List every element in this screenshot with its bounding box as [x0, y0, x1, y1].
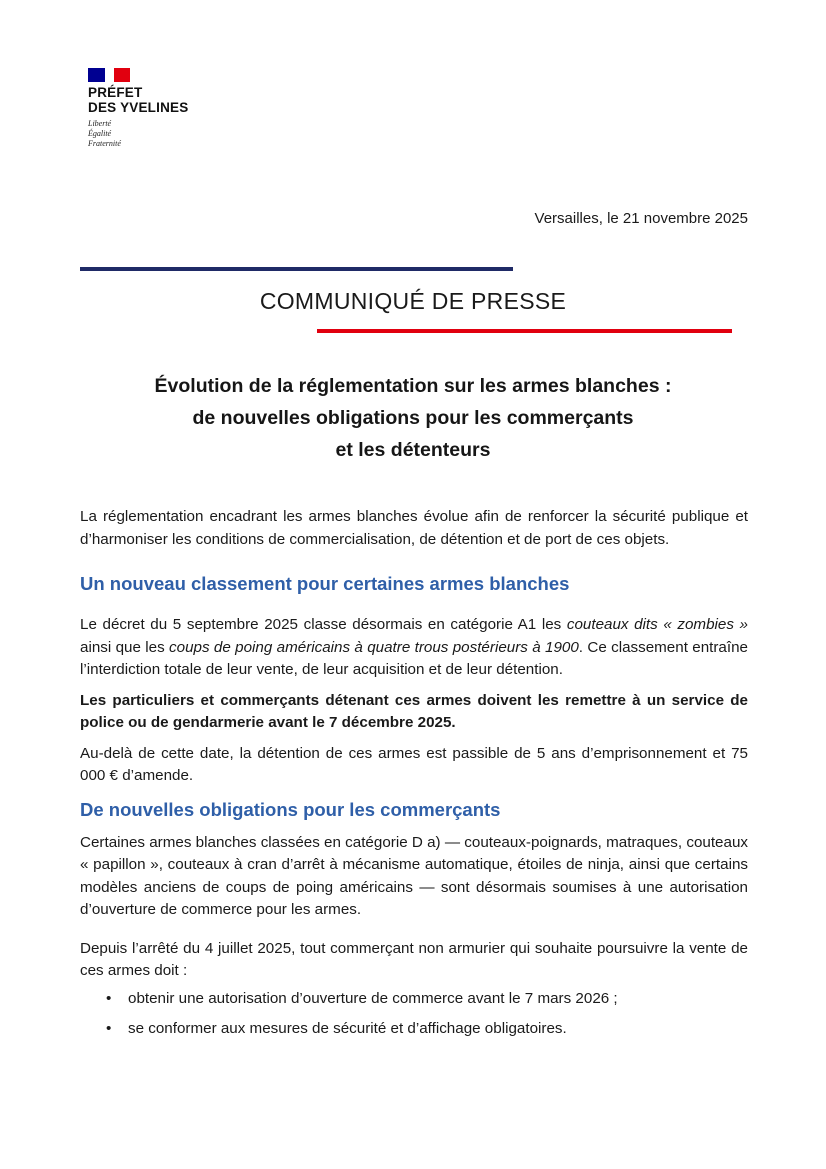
blue-divider [80, 267, 513, 271]
decret-paragraph: Le décret du 5 septembre 2025 classe désormais en catégorie A1 les couteaux dits « zombies » ainsi que les coups de poing américains à quatre trous postérieurs à 1900. Ce classement entraîne l’interdiction totale de leur vente, de leur acquisition et de leur détention. [80, 616, 748, 678]
categorie-paragraph: Certaines armes blanches classées en catégorie D a) — couteaux-poignards, matraques, couteaux « papillon », couteaux à cran d’arrêt à mécanisme automatique, étoiles de ninja, ainsi que certains modèles anciens de coups de poing américains — sont désormais soumises à une autorisation d’ouverture de commerce pour les armes. [80, 833, 748, 918]
sanction-paragraph: Au-delà de cette date, la détention de ces armes est passible de 5 ans d’emprisonnement et 75 000 € d’amende. [80, 744, 748, 784]
marianne-flag-icon [88, 68, 130, 82]
arrete-paragraph: Depuis l’arrêté du 4 juillet 2025, tout commerçant non armurier qui souhaite poursuivre la vente de ces armes doit : [80, 939, 748, 979]
red-divider [317, 329, 732, 333]
prefecture-logo [88, 68, 228, 149]
section-heading-classement: Un nouveau classement pour certaines armes blanches [80, 573, 570, 594]
list-item: • se conformer aux mesures de sécurité et d’affichage obligatoires. [80, 1018, 748, 1041]
date-line: Versailles, le 21 novembre 2025 [534, 210, 748, 227]
press-body [80, 506, 748, 1041]
communique-heading: COMMUNIQUÉ DE PRESSE [259, 288, 567, 314]
obligations-list [80, 988, 748, 1041]
press-title: Évolution de la réglementation sur les armes blanches : de nouvelles obligations pour les commerçants et les détenteurs [154, 375, 672, 461]
prefet-title: PRÉFET DES YVELINES [88, 85, 189, 115]
intro-paragraph: La réglementation encadrant les armes blanches évolue afin de renforcer la sécurité publique et d’harmoniser les conditions de commercialisation, de détention et de port de ces objets. [80, 508, 748, 548]
remise-paragraph: Les particuliers et commerçants détenant ces armes doivent les remettre à un service de police ou de gendarmerie avant le 7 décembre 2025. [80, 691, 748, 731]
devise: Liberté Égalité Fraternité [88, 119, 121, 148]
list-item: • obtenir une autorisation d’ouverture de commerce avant le 7 mars 2026 ; [80, 988, 748, 1011]
section-heading-obligations: De nouvelles obligations pour les commerçants [80, 798, 501, 820]
